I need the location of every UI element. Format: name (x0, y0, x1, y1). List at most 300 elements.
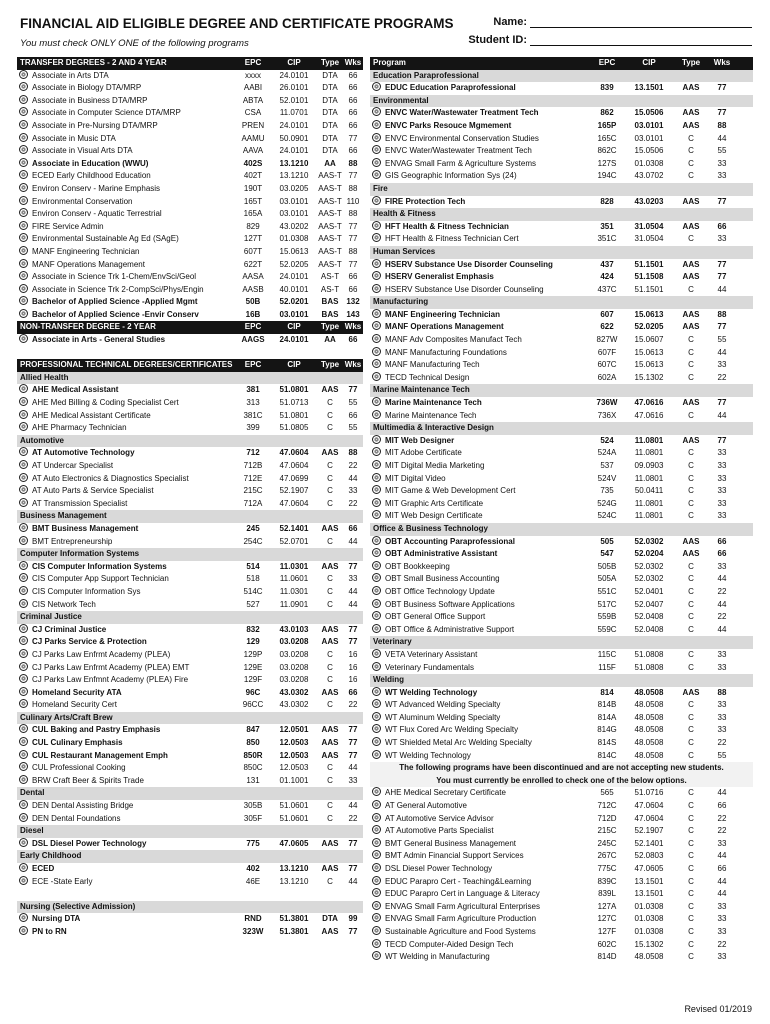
program-row[interactable] (370, 133, 753, 146)
program-radio[interactable] (19, 662, 28, 671)
program-type: AS-T (320, 284, 340, 294)
program-radio[interactable] (19, 863, 28, 872)
program-row[interactable] (17, 586, 363, 599)
program-row[interactable] (17, 221, 363, 234)
program-radio[interactable] (372, 825, 381, 834)
program-radio[interactable] (19, 561, 28, 570)
program-radio[interactable] (372, 158, 381, 167)
program-row[interactable] (370, 334, 753, 347)
weeks-count: 66 (717, 864, 727, 873)
program-radio[interactable] (19, 397, 28, 406)
program-radio[interactable] (372, 687, 381, 696)
program-row[interactable] (17, 82, 363, 95)
program-name: DEN Dental Assisting Bridge (32, 801, 134, 811)
program-row[interactable] (17, 158, 363, 171)
program-radio[interactable] (372, 309, 381, 318)
program-radio[interactable] (19, 133, 28, 142)
program-radio[interactable] (19, 485, 28, 494)
cip-code: 15.0506 (634, 108, 664, 118)
epc-code: 127A (597, 901, 617, 911)
program-radio[interactable] (19, 233, 28, 242)
program-row[interactable] (370, 259, 753, 272)
program-radio[interactable] (372, 284, 381, 293)
program-radio[interactable] (372, 359, 381, 368)
program-row[interactable] (17, 120, 363, 133)
program-row[interactable] (370, 145, 753, 158)
program-type: C (688, 133, 694, 143)
program-radio[interactable] (372, 662, 381, 671)
program-row[interactable] (17, 775, 363, 788)
program-row[interactable] (370, 926, 753, 939)
epc-code: 505A (597, 574, 617, 584)
program-name: MIT Adobe Certificate (385, 448, 462, 458)
program-radio[interactable] (372, 221, 381, 230)
program-radio[interactable] (372, 913, 381, 922)
program-row[interactable] (17, 384, 363, 397)
program-radio[interactable] (19, 82, 28, 91)
program-row[interactable] (17, 599, 363, 612)
program-radio[interactable] (19, 724, 28, 733)
cip-code: 52.0408 (634, 612, 664, 622)
weeks-count: 33 (717, 914, 727, 924)
program-radio[interactable] (372, 599, 381, 608)
program-row[interactable] (370, 498, 753, 511)
program-radio[interactable] (19, 259, 28, 268)
program-name: Sustainable Agriculture and Food Systems (385, 926, 536, 936)
program-row[interactable] (370, 599, 753, 612)
program-radio[interactable] (372, 435, 381, 444)
program-row[interactable] (370, 724, 753, 737)
program-row[interactable] (17, 813, 363, 826)
program-radio[interactable] (372, 334, 381, 343)
program-row[interactable] (17, 699, 363, 712)
program-name: AT Automotive Parts Specialist (385, 826, 494, 836)
program-radio[interactable] (372, 447, 381, 456)
program-row[interactable] (370, 913, 753, 926)
program-name: Associate in Computer Science DTA/MRP (32, 108, 181, 118)
program-row[interactable] (370, 397, 753, 410)
program-radio[interactable] (19, 762, 28, 771)
program-radio[interactable] (372, 233, 381, 242)
page-title: FINANCIAL AID ELIGIBLE DEGREE AND CERTIFICATE PROGRAMS (20, 16, 454, 31)
program-radio[interactable] (372, 561, 381, 570)
program-name: ENVC Water/Wastewater Treatment Tech (385, 146, 532, 156)
program-radio[interactable] (372, 133, 381, 142)
table-header (370, 57, 753, 70)
program-row[interactable] (17, 674, 363, 687)
program-radio[interactable] (19, 309, 28, 318)
program-radio[interactable] (372, 473, 381, 482)
program-row[interactable] (370, 825, 753, 838)
program-radio[interactable] (372, 82, 381, 91)
cip-code: 11.0301 (279, 586, 309, 596)
program-row[interactable] (370, 939, 753, 952)
epc-code: 527 (246, 599, 260, 609)
weeks-count: 16 (348, 675, 358, 685)
program-row[interactable] (17, 498, 363, 511)
discontinued-note: You must currently be enrolled to check one of the below options. (370, 775, 753, 788)
epc-code: 565 (600, 788, 614, 798)
epc-code: 254C (243, 536, 263, 546)
program-row[interactable] (17, 296, 363, 309)
epc-code: 165T (243, 196, 263, 206)
program-radio[interactable] (372, 876, 381, 885)
program-row[interactable] (17, 208, 363, 221)
program-row[interactable] (370, 284, 753, 297)
program-row[interactable] (370, 850, 753, 863)
program-row[interactable] (370, 359, 753, 372)
program-radio[interactable] (372, 724, 381, 733)
program-row[interactable] (17, 662, 363, 675)
program-row[interactable] (17, 309, 363, 322)
program-radio[interactable] (372, 888, 381, 897)
program-radio[interactable] (372, 838, 381, 847)
cip-code: 48.0508 (634, 712, 664, 722)
program-row[interactable] (370, 410, 753, 423)
program-row[interactable] (370, 271, 753, 284)
program-row[interactable] (17, 196, 363, 209)
program-radio[interactable] (19, 586, 28, 595)
program-radio[interactable] (19, 410, 28, 419)
program-radio[interactable] (372, 145, 381, 154)
program-radio[interactable] (19, 296, 28, 305)
student-id-field[interactable] (468, 34, 752, 46)
cip-code: 15.0613 (634, 360, 664, 370)
program-row[interactable] (17, 259, 363, 272)
program-radio[interactable] (372, 271, 381, 280)
cip-code: 51.0805 (279, 423, 309, 433)
program-radio[interactable] (372, 107, 381, 116)
program-row[interactable] (370, 221, 753, 234)
program-row[interactable] (370, 460, 753, 473)
program-row[interactable] (370, 888, 753, 901)
program-row[interactable] (17, 284, 363, 297)
program-radio[interactable] (19, 95, 28, 104)
program-radio[interactable] (19, 523, 28, 532)
program-type: AAS (682, 398, 700, 408)
program-radio[interactable] (19, 624, 28, 633)
program-radio[interactable] (372, 548, 381, 557)
program-radio[interactable] (19, 221, 28, 230)
program-radio[interactable] (372, 901, 381, 910)
program-name: Associate in Visual Arts DTA (32, 146, 133, 156)
program-row[interactable] (370, 107, 753, 120)
weeks-count: 66 (717, 801, 727, 811)
program-row[interactable] (370, 699, 753, 712)
program-type: C (327, 775, 333, 785)
program-radio[interactable] (372, 196, 381, 205)
program-radio[interactable] (19, 284, 28, 293)
program-row[interactable] (370, 687, 753, 700)
program-row[interactable] (17, 447, 363, 460)
program-row[interactable] (370, 561, 753, 574)
program-type: AAS-T (318, 183, 342, 193)
epc-code: AAVA (242, 146, 264, 156)
program-type: C (688, 864, 694, 873)
program-radio[interactable] (19, 208, 28, 217)
epc-code: 381C (243, 410, 263, 420)
program-row[interactable] (17, 724, 363, 737)
cip-code-header: CIP (287, 58, 301, 67)
program-row[interactable] (370, 347, 753, 360)
program-radio[interactable] (19, 737, 28, 746)
program-radio[interactable] (19, 271, 28, 280)
program-radio[interactable] (19, 674, 28, 683)
program-row[interactable] (17, 762, 363, 775)
program-row[interactable] (17, 145, 363, 158)
program-radio[interactable] (19, 687, 28, 696)
program-row[interactable] (370, 649, 753, 662)
program-row[interactable] (370, 82, 753, 95)
program-row[interactable] (370, 737, 753, 750)
program-radio[interactable] (19, 70, 28, 79)
program-radio[interactable] (372, 624, 381, 633)
program-radio[interactable] (372, 170, 381, 179)
program-radio[interactable] (19, 384, 28, 393)
program-row[interactable] (370, 863, 753, 876)
program-radio[interactable] (19, 636, 28, 645)
program-row[interactable] (370, 158, 753, 171)
program-row[interactable] (17, 913, 363, 926)
program-row[interactable] (370, 536, 753, 549)
program-type: C (688, 586, 694, 596)
program-radio[interactable] (19, 107, 28, 116)
program-row[interactable] (17, 636, 363, 649)
program-row[interactable] (17, 107, 363, 120)
program-radio[interactable] (19, 699, 28, 708)
program-radio[interactable] (372, 787, 381, 796)
program-row[interactable] (17, 863, 363, 876)
epc-code: AABI (243, 83, 263, 93)
program-name: OBT Small Business Accounting (385, 574, 500, 584)
program-row[interactable] (17, 800, 363, 813)
epc-code: 50B (245, 297, 261, 307)
program-radio[interactable] (19, 422, 28, 431)
program-row[interactable] (17, 687, 363, 700)
program-radio[interactable] (19, 447, 28, 456)
program-radio[interactable] (19, 334, 28, 343)
program-radio[interactable] (19, 813, 28, 822)
program-radio[interactable] (372, 510, 381, 519)
program-row[interactable] (370, 473, 753, 486)
program-row[interactable] (370, 662, 753, 675)
program-row[interactable] (17, 838, 363, 851)
program-radio[interactable] (19, 246, 28, 255)
program-radio[interactable] (19, 145, 28, 154)
program-radio[interactable] (372, 850, 381, 859)
program-radio[interactable] (372, 800, 381, 809)
program-row[interactable] (17, 246, 363, 259)
program-row[interactable] (17, 397, 363, 410)
cip-code: 51.3801 (279, 926, 309, 936)
program-row[interactable] (17, 649, 363, 662)
program-row[interactable] (370, 813, 753, 826)
program-row[interactable] (370, 951, 753, 964)
program-row[interactable] (370, 901, 753, 914)
program-name: Associate in Arts - General Studies (32, 335, 166, 345)
epc-code: 712 (246, 448, 260, 458)
program-row[interactable] (17, 523, 363, 536)
epc-code: 862C (597, 146, 617, 156)
program-row[interactable] (370, 586, 753, 599)
program-row[interactable] (370, 321, 753, 334)
program-row[interactable] (370, 170, 753, 183)
epc-code: 424 (600, 272, 614, 282)
program-radio[interactable] (372, 951, 381, 960)
program-row[interactable] (370, 196, 753, 209)
program-row[interactable] (370, 372, 753, 385)
program-row[interactable] (17, 561, 363, 574)
program-radio[interactable] (372, 397, 381, 406)
program-radio[interactable] (372, 347, 381, 356)
program-radio[interactable] (19, 498, 28, 507)
cip-code: 13.1210 (279, 171, 309, 181)
program-name: Nursing DTA (32, 914, 81, 924)
program-radio[interactable] (19, 183, 28, 192)
program-row[interactable] (17, 271, 363, 284)
program-radio[interactable] (19, 649, 28, 658)
program-row[interactable] (17, 737, 363, 750)
program-row[interactable] (17, 536, 363, 549)
program-radio[interactable] (372, 573, 381, 582)
program-type: C (688, 649, 694, 659)
program-radio[interactable] (19, 913, 28, 922)
epc-code: 115F (598, 662, 616, 672)
program-row[interactable] (17, 183, 363, 196)
program-row[interactable] (17, 422, 363, 435)
program-radio[interactable] (372, 939, 381, 948)
program-row[interactable] (370, 611, 753, 624)
program-row[interactable] (17, 473, 363, 486)
program-row[interactable] (17, 133, 363, 146)
program-row[interactable] (17, 170, 363, 183)
program-radio[interactable] (19, 775, 28, 784)
program-name: CJ Parks Law Enfrmt Academy (PLEA) EMT (32, 662, 190, 672)
epc-code: 524V (597, 473, 617, 483)
program-radio[interactable] (372, 699, 381, 708)
program-type: C (327, 410, 333, 420)
epc-code: 524A (597, 448, 617, 458)
epc-code: 712B (243, 461, 263, 470)
program-type: AAS-T (318, 209, 342, 219)
program-name: Homeland Security ATA (32, 687, 122, 697)
program-radio[interactable] (372, 536, 381, 545)
program-row[interactable] (370, 573, 753, 586)
program-row[interactable] (370, 712, 753, 725)
program-row[interactable] (370, 309, 753, 322)
cip-code: 11.0801 (634, 498, 664, 508)
program-radio[interactable] (19, 473, 28, 482)
program-radio[interactable] (372, 712, 381, 721)
weeks-count: 44 (348, 876, 358, 886)
program-name: AT Auto Parts & Service Specialist (32, 486, 154, 496)
program-row[interactable] (370, 838, 753, 851)
program-row[interactable] (17, 95, 363, 108)
program-radio[interactable] (19, 926, 28, 935)
program-row[interactable] (17, 485, 363, 498)
program-row[interactable] (17, 876, 363, 889)
program-radio[interactable] (19, 838, 28, 847)
program-type: C (327, 461, 333, 470)
program-radio[interactable] (372, 737, 381, 746)
program-radio[interactable] (19, 599, 28, 608)
program-row[interactable] (370, 624, 753, 637)
program-row[interactable] (370, 510, 753, 523)
program-row[interactable] (370, 548, 753, 561)
program-radio[interactable] (372, 410, 381, 419)
program-radio[interactable] (19, 120, 28, 129)
program-radio[interactable] (19, 750, 28, 759)
program-radio[interactable] (372, 120, 381, 129)
epc-code: 850C (243, 763, 263, 773)
program-row[interactable] (17, 624, 363, 637)
program-radio[interactable] (372, 485, 381, 494)
program-row[interactable] (370, 800, 753, 813)
program-radio[interactable] (372, 498, 381, 507)
program-row[interactable] (370, 435, 753, 448)
program-row[interactable] (370, 750, 753, 763)
program-radio[interactable] (372, 460, 381, 469)
program-radio[interactable] (19, 196, 28, 205)
program-radio[interactable] (372, 259, 381, 268)
section-header: Veterinary (370, 636, 753, 649)
program-row[interactable] (370, 876, 753, 889)
program-radio[interactable] (372, 863, 381, 872)
program-radio[interactable] (19, 158, 28, 167)
program-radio[interactable] (19, 800, 28, 809)
program-type: C (688, 750, 694, 760)
program-row[interactable] (17, 334, 363, 347)
program-row[interactable] (17, 750, 363, 763)
program-radio[interactable] (372, 750, 381, 759)
name-field[interactable] (493, 16, 752, 28)
student-id-input-line[interactable] (530, 35, 752, 46)
program-name: MIT Game & Web Development Cert (385, 486, 516, 496)
weeks-count: 77 (717, 322, 727, 332)
weeks-count: 77 (348, 738, 358, 748)
program-radio[interactable] (19, 573, 28, 582)
program-row[interactable] (370, 233, 753, 246)
program-radio[interactable] (372, 586, 381, 595)
program-row[interactable] (370, 447, 753, 460)
program-radio[interactable] (372, 321, 381, 330)
program-row[interactable] (370, 485, 753, 498)
program-row[interactable] (370, 787, 753, 800)
program-row[interactable] (17, 460, 363, 473)
program-radio[interactable] (19, 460, 28, 469)
weeks-count: 77 (717, 398, 727, 408)
program-radio[interactable] (372, 813, 381, 822)
program-row[interactable] (17, 573, 363, 586)
name-input-line[interactable] (530, 17, 752, 28)
epc-code: 514C (243, 586, 263, 596)
program-row[interactable] (17, 410, 363, 423)
program-radio[interactable] (19, 170, 28, 179)
program-radio[interactable] (19, 876, 28, 885)
program-type: DTA (322, 146, 338, 156)
program-radio[interactable] (372, 372, 381, 381)
program-radio[interactable] (372, 649, 381, 658)
program-row[interactable] (17, 233, 363, 246)
program-radio[interactable] (19, 536, 28, 545)
program-row[interactable] (370, 120, 753, 133)
program-row[interactable] (17, 926, 363, 939)
program-radio[interactable] (372, 611, 381, 620)
program-name: EDUC Education Paraprofessional (385, 83, 516, 93)
program-radio[interactable] (372, 926, 381, 935)
program-name: HSERV Substance Use Disorder Counseling (385, 259, 553, 269)
program-row[interactable] (17, 70, 363, 83)
